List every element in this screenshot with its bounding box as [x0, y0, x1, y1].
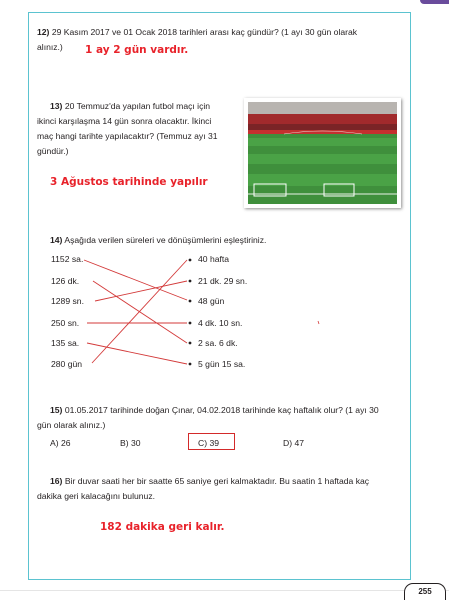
page-number: 255 — [404, 583, 446, 600]
match-dot-6 — [189, 363, 192, 366]
match-right-3: 48 gün — [198, 296, 225, 306]
question-13-line2: ikinci karşılaşma 14 gün sonra olacaktır. İkinci — [37, 116, 212, 126]
match-left-2: 126 dk. — [51, 276, 80, 286]
match-dot-4 — [189, 322, 192, 325]
question-13: 13) 20 Temmuz'da yapılan futbol maçı için — [50, 101, 211, 111]
match-dot-1 — [189, 259, 192, 262]
option-c: C) 39 — [198, 438, 220, 448]
question-13-line4: gündür.) — [37, 146, 69, 156]
match-line-6 — [92, 260, 187, 363]
match-left-4: 250 sn. — [51, 318, 80, 328]
option-a: A) 26 — [50, 438, 71, 448]
match-left-1: 1152 sa. — [51, 254, 84, 264]
question-12: 12) 29 Kasım 2017 ve 01 Ocak 2018 tarihleri arası kaç gündür? (1 ayı 30 gün olarak — [37, 27, 358, 37]
match-left-6: 280 gün — [51, 359, 83, 369]
answer-13: 3 Ağustos tarihinde yapılır — [50, 176, 208, 188]
match-right-2: 21 dk. 29 sn. — [198, 276, 248, 286]
stray-mark — [318, 321, 319, 324]
match-right-4: 4 dk. 10 sn. — [198, 318, 243, 328]
match-right-6: 5 gün 15 sa. — [198, 359, 246, 369]
match-dot-5 — [189, 342, 192, 345]
question-15: 15) 01.05.2017 tarihinde doğan Çınar, 04.02.2018 tarihinde kaç haftalık olur? (1 ayı 30 — [50, 405, 379, 415]
match-dot-3 — [189, 300, 192, 303]
match-left-3: 1289 sn. — [51, 296, 84, 306]
question-12-line2: alınız.) — [37, 42, 63, 52]
match-dot-2 — [189, 280, 192, 283]
footer-divider — [0, 590, 449, 591]
question-13-line3: maç hangi tarihte yapılacaktır? (Temmuz ayı 31 — [37, 131, 218, 141]
question-14: 14) Aşağıda verilen süreleri ve dönüşümlerini eşleştiriniz. — [50, 235, 267, 245]
question-15-line2: gün olarak alınız.) — [37, 420, 106, 430]
match-line-2 — [93, 281, 187, 343]
option-d: D) 47 — [283, 438, 305, 448]
answer-12: 1 ay 2 gün vardır. — [85, 44, 189, 56]
answer-16: 182 dakika geri kalır. — [100, 521, 225, 533]
match-line-1 — [84, 260, 187, 300]
match-left-5: 135 sa. — [51, 338, 80, 348]
match-line-5 — [87, 343, 187, 364]
option-b: B) 30 — [120, 438, 141, 448]
match-right-1: 40 hafta — [198, 254, 230, 264]
match-right-5: 2 sa. 6 dk. — [198, 338, 238, 348]
question-16-line2: dakika geri kalacağını bulunuz. — [37, 491, 156, 501]
question-16: 16) Bir duvar saati her bir saatte 65 saniye geri kalmaktadır. Bu saatin 1 haftada kaç — [50, 476, 370, 486]
